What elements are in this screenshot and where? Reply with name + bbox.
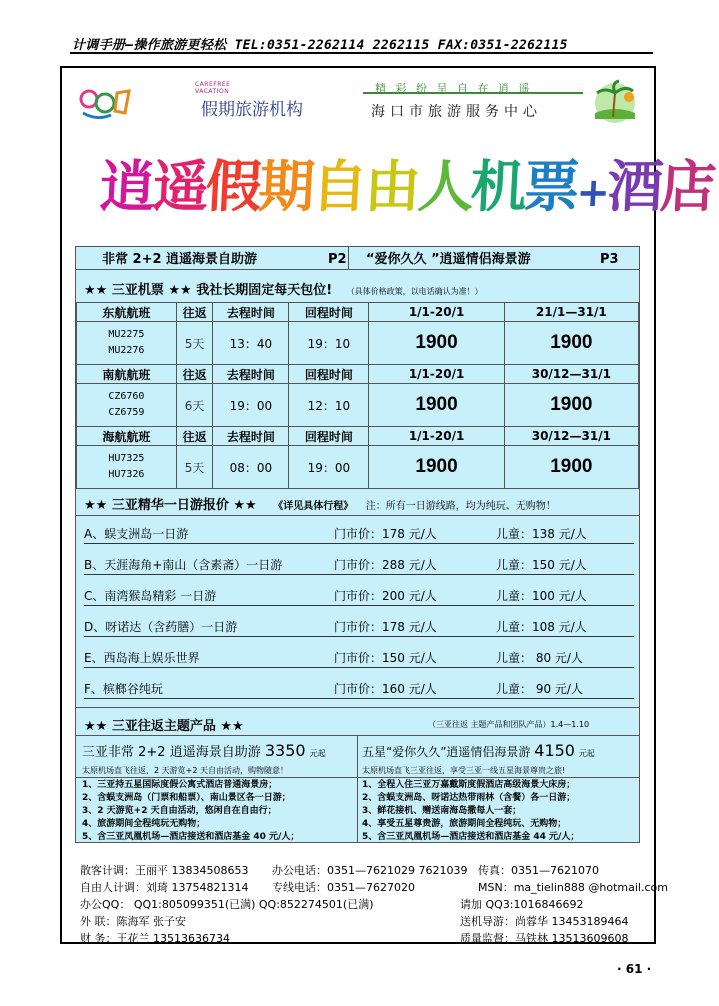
title-char: 自 — [310, 155, 367, 220]
palm-island-icon — [585, 79, 643, 125]
product-bullet: 1、全程入住三亚万嘉戴斯度假酒店高级海景大床房； — [362, 780, 576, 790]
tour-item — [84, 649, 634, 668]
product-left-sub: 太原机场直飞往返，2 天游览+2 天自由活动，购物随意！ — [82, 766, 288, 775]
rule — [76, 777, 639, 778]
header-rule — [70, 52, 653, 54]
flights-section-title — [84, 279, 647, 298]
title-char: 假 — [204, 155, 261, 220]
flight-header-cell: 去程时间 — [213, 365, 289, 384]
flight-cell: 19：00 — [289, 446, 369, 489]
flight-header-cell: 1/1-20/1 — [369, 303, 504, 322]
tour-item — [84, 525, 634, 544]
tour-child-price: 儿童：100 元/人 — [496, 589, 587, 603]
flight-cell: 08：00 — [213, 446, 289, 489]
tours-title: ★★ 三亚精华一日游报价 ★★ — [84, 498, 257, 513]
contact-entry: 专线电话：0351—7627020 — [272, 881, 415, 894]
product-bullet: 5、含三亚凤凰机场—酒店接送和酒店基金 40 元/人； — [82, 832, 300, 842]
flight-header-cell: 去程时间 — [213, 303, 289, 322]
flight-header-cell: 海航航班 — [77, 427, 177, 446]
product-left — [82, 741, 362, 776]
title-char: 由 — [363, 155, 420, 220]
product-left-unit: 元起 — [309, 749, 326, 758]
flight-cell: 12：10 — [289, 384, 369, 427]
flight-cell: 5天 — [176, 322, 213, 365]
flight-price: 1900 — [369, 322, 504, 365]
tour-item — [84, 618, 634, 637]
flight-cell: 13：40 — [213, 322, 289, 365]
flight-row — [77, 446, 639, 489]
flight-codes: CZ6760 CZ6759 — [77, 384, 177, 427]
contact-entry: 办公电话：0351—7621029 7621039 — [272, 864, 468, 877]
tour-gate-price: 门市价：178 元/人 — [334, 527, 437, 541]
product-bullet: 2、含蜈支洲岛（门票和船票）、南山景区各一日游； — [82, 793, 291, 803]
products-section-title — [84, 715, 647, 734]
product-bullet: 3、鲜花接机、赠送南海岛撒每人一套； — [362, 806, 522, 816]
tab-right-page: P3 — [600, 252, 619, 267]
title-char: 机 — [469, 155, 526, 220]
flight-cell: 19：10 — [289, 322, 369, 365]
tour-child-price: 儿童：108 元/人 — [496, 620, 587, 634]
title-char: 酒 — [605, 155, 662, 220]
title-char: 店 — [658, 155, 715, 220]
page-number: · 61 · — [617, 962, 652, 976]
flight-header-cell: 回程时间 — [289, 427, 369, 446]
flight-header-cell: 去程时间 — [213, 427, 289, 446]
tour-child-price: 儿童：150 元/人 — [496, 558, 587, 572]
product-left-heading — [82, 741, 362, 760]
flight-header-row — [77, 365, 639, 384]
product-bullet: 3、2 天游览+2 天自由活动，悠闲自在自由行； — [82, 806, 277, 816]
tour-child-price: 儿童： 80 元/人 — [496, 651, 583, 665]
flight-header-cell: 回程时间 — [289, 365, 369, 384]
product-bullet: 4、旅游期间全程纯玩无购物； — [82, 819, 206, 829]
title-char: 人 — [416, 155, 473, 220]
title-char: 逍 — [98, 155, 155, 220]
contact-row — [80, 879, 668, 896]
service-center-name: 海口市旅游服务中心 — [371, 104, 542, 120]
tour-name: B、天涯海角+南山（含素斋）一日游 — [84, 558, 283, 572]
tour-item — [84, 587, 634, 606]
flight-header-cell: 往返 — [176, 365, 213, 384]
flight-header-cell: 东航航班 — [77, 303, 177, 322]
tour-name: F、槟榔谷纯玩 — [84, 682, 163, 696]
product-right-unit: 元起 — [578, 749, 595, 758]
tour-gate-price: 门市价：150 元/人 — [334, 651, 437, 665]
product-bullet: 1、三亚持五星国际度假公寓式酒店普通海景房； — [82, 780, 278, 790]
product-left-bullets — [82, 779, 299, 844]
tour-name: E、西岛海上娱乐世界 — [84, 651, 200, 665]
rule — [348, 247, 349, 269]
product-right — [362, 741, 642, 776]
flight-codes: HU7325 HU7326 — [77, 446, 177, 489]
contact-entry: 自由人计调：刘琦 13754821314 — [80, 881, 249, 894]
flight-price: 1900 — [369, 384, 504, 427]
title-char: + — [575, 170, 609, 216]
flight-header-row — [77, 427, 639, 446]
title-char: 期 — [257, 155, 314, 220]
tour-gate-price: 门市价：160 元/人 — [334, 682, 437, 696]
flight-codes: MU2275 MU2276 — [77, 322, 177, 365]
contact-entry: 办公QQ： QQ1:805099351(已满) QQ:852274501(已满) — [80, 898, 374, 911]
flight-header-cell: 30/12—31/1 — [504, 365, 638, 384]
products-title: ★★ 三亚往返主题产品 ★★ — [84, 719, 244, 734]
page-header: 计调手册—操作旅游更轻松 TEL:0351-2262114 2262115 FAX:0351-2262115 — [72, 38, 568, 53]
tab-left — [102, 249, 352, 270]
flight-price: 1900 — [369, 446, 504, 489]
title-char: 票 — [522, 155, 579, 220]
contact-block — [80, 862, 668, 947]
brand-banner — [75, 79, 655, 129]
main-title — [98, 143, 716, 223]
contact-entry: 散客计调：王丽平 13834508653 — [80, 864, 249, 877]
contact-entry: 外 联：陈海军 张子安 — [80, 915, 186, 928]
tour-gate-price: 门市价：288 元/人 — [334, 558, 437, 572]
tour-name: D、呀诺达（含药膳）一日游 — [84, 620, 238, 634]
flight-header-cell: 21/1—31/1 — [504, 303, 638, 322]
product-right-bullets — [362, 779, 579, 844]
flight-header-cell: 往返 — [176, 427, 213, 446]
slogan: 精 彩 纷 呈 自 在 逍 遥 — [375, 82, 533, 95]
flight-cell: 5天 — [176, 446, 213, 489]
flight-header-cell: 1/1-20/1 — [369, 365, 504, 384]
flight-price: 1900 — [504, 322, 638, 365]
brand-logo-icon — [77, 83, 135, 123]
product-right-sub: 太原机场直飞三亚往返，享受三亚一线五星海景尊贵之旅! — [362, 766, 566, 775]
tours-note: 注：所有一日游线路，均为纯玩、无购物！ — [365, 501, 556, 512]
tour-item — [84, 556, 634, 575]
products-note: （三亚往返 主题产品和团队产品）1.4—1.10 — [428, 720, 590, 729]
contact-entry: 请加 QQ3:1016846692 — [460, 898, 584, 911]
brand-name: 假期旅游机构 — [201, 100, 303, 120]
tour-gate-price: 门市价：200 元/人 — [334, 589, 437, 603]
product-right-heading — [362, 741, 642, 760]
contact-row — [80, 896, 650, 913]
flight-header-cell: 30/12—31/1 — [504, 427, 638, 446]
flight-row — [77, 384, 639, 427]
tab-left-page: P2 — [328, 252, 347, 267]
contact-entry: 质量监督：马铁林 13513609608 — [460, 932, 629, 945]
product-bullet: 5、含三亚凤凰机场—酒店接送和酒店基金 44 元/人； — [362, 832, 580, 842]
contact-row — [80, 913, 650, 930]
slogan-rule — [363, 92, 583, 94]
flight-header-cell: 回程时间 — [289, 303, 369, 322]
tour-item — [84, 680, 634, 699]
tours-section-title — [84, 494, 647, 513]
product-left-price: 3350 — [264, 741, 306, 760]
contact-entry: 送机导游：尚蓉华 13453189464 — [460, 915, 629, 928]
flight-header-cell: 1/1-20/1 — [369, 427, 504, 446]
contact-row — [80, 930, 650, 947]
main-panel — [75, 246, 640, 843]
tour-child-price: 儿童： 90 元/人 — [496, 682, 583, 696]
tab-left-label: 非常 2+2 逍遥海景自助游 — [102, 252, 258, 267]
rule — [76, 515, 639, 516]
rule — [76, 269, 639, 270]
flight-cell: 19：00 — [213, 384, 289, 427]
flights-title: ★★ 三亚机票 ★★ 我社长期固定每天包位! — [84, 283, 333, 298]
product-right-price: 4150 — [534, 741, 575, 760]
brand-english: CAREFREE VACATION — [195, 81, 231, 95]
flight-header-cell: 南航航班 — [77, 365, 177, 384]
product-bullet: 2、含蜈支洲岛、呀诺达热带雨林（含餐）各一日游； — [362, 793, 576, 803]
flights-note: （具体价格政策，以电话确认为准！） — [346, 287, 483, 296]
flight-cell: 6天 — [176, 384, 213, 427]
flight-header-row — [77, 303, 639, 322]
tours-sub: 《详见具体行程》 — [273, 501, 354, 512]
tour-name: A、蜈支洲岛一日游 — [84, 527, 189, 541]
tour-gate-price: 门市价：178 元/人 — [334, 620, 437, 634]
product-bullet: 4、享受五星尊贵游，旅游期间全程纯玩、无购物； — [362, 819, 567, 829]
contact-entry: MSN：ma_tielin888 @hotmail.com — [478, 881, 668, 894]
tab-right: “爱你久久 ”逍遥情侣海景游 — [366, 252, 531, 267]
contact-row — [80, 862, 650, 879]
product-left-title: 三亚非常 2+2 逍遥海景自助游 — [82, 745, 261, 760]
contact-entry: 传真：0351—7621070 — [478, 864, 599, 877]
contact-entry: 财 务：王花兰 13513636734 — [80, 932, 230, 945]
tour-name: C、南湾猴岛精彩 一日游 — [84, 589, 217, 603]
flight-price: 1900 — [504, 446, 638, 489]
flight-header-cell: 往返 — [176, 303, 213, 322]
title-char: 遥 — [151, 155, 208, 220]
flight-table — [76, 302, 639, 489]
flight-price: 1900 — [504, 384, 638, 427]
product-right-title: 五星“爱你久久”逍遥情侣海景游 — [362, 745, 531, 759]
tour-child-price: 儿童：138 元/人 — [496, 527, 587, 541]
rule — [76, 707, 639, 708]
flight-row — [77, 322, 639, 365]
